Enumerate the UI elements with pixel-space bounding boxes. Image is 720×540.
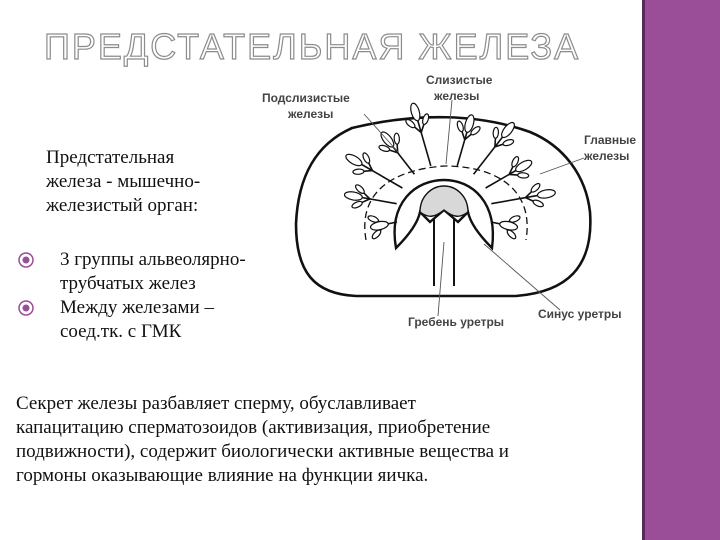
label-submucosal-glands: Подслизистые железы <box>262 91 350 121</box>
leader-crest <box>438 242 444 316</box>
target-bullet-icon <box>18 252 34 268</box>
target-bullet-icon <box>18 300 34 316</box>
gland-lobule <box>493 127 499 138</box>
prostate-diagram <box>248 72 640 344</box>
bullet-list <box>18 248 278 344</box>
bullet-item <box>18 248 278 296</box>
bullet-line: 3 группы альвеолярно- <box>60 249 246 270</box>
paragraph-line: подвижности), содержит биологически активные вещества и <box>16 441 509 462</box>
decorative-sidebar <box>642 0 720 540</box>
gland-lobule <box>421 113 429 125</box>
gland-lobule <box>532 199 544 208</box>
intro-line: железистый орган: <box>46 195 199 216</box>
slide-title: ПРЕДСТАТЕЛЬНАЯ ЖЕЛЕЗА <box>44 26 581 67</box>
gland-lobule <box>344 152 364 168</box>
intro-line: железа - мышечно- <box>46 171 201 192</box>
gland-lobule <box>394 133 400 144</box>
gland-lobule <box>537 188 556 199</box>
bullet-item <box>18 296 278 344</box>
label-urethral-sinus: Синус уретры <box>538 307 622 321</box>
gland-lobule <box>456 120 464 132</box>
bullet-line: соед.тк. с ГМК <box>60 321 182 342</box>
secretion-paragraph <box>16 392 646 488</box>
gland-lobule <box>506 229 517 241</box>
gland-lobule <box>367 215 379 224</box>
leader-mucosal <box>446 100 452 164</box>
paragraph-line: гормоны оказывающие влияние на функции яичка. <box>16 465 429 486</box>
label-mucosal-glands: Слизистые железы <box>426 73 493 103</box>
gland-lobule <box>351 200 363 209</box>
gland-lobule <box>353 169 364 175</box>
label-urethral-crest: Гребень уретры <box>408 315 505 329</box>
leader-sinus <box>484 244 560 310</box>
gland-lobule <box>362 152 371 164</box>
paragraph-line: капацитацию сперматозоидов (активизация, приобретение <box>16 417 491 438</box>
gland-lobule <box>509 215 521 224</box>
bullet-line: трубчатых желез <box>60 273 196 294</box>
gland-lobule <box>371 229 382 241</box>
gland-lobule <box>518 172 529 178</box>
intro-line: Предстательная <box>46 147 175 168</box>
paragraph-line: Секрет железы разбавляет сперму, обуславливает <box>16 393 416 414</box>
label-main-glands: Главные железы <box>584 133 637 163</box>
gland-lobule <box>502 138 514 146</box>
urethral-crest <box>420 186 468 216</box>
intro-text <box>46 146 266 218</box>
bullet-line: Между железами – <box>60 297 214 318</box>
